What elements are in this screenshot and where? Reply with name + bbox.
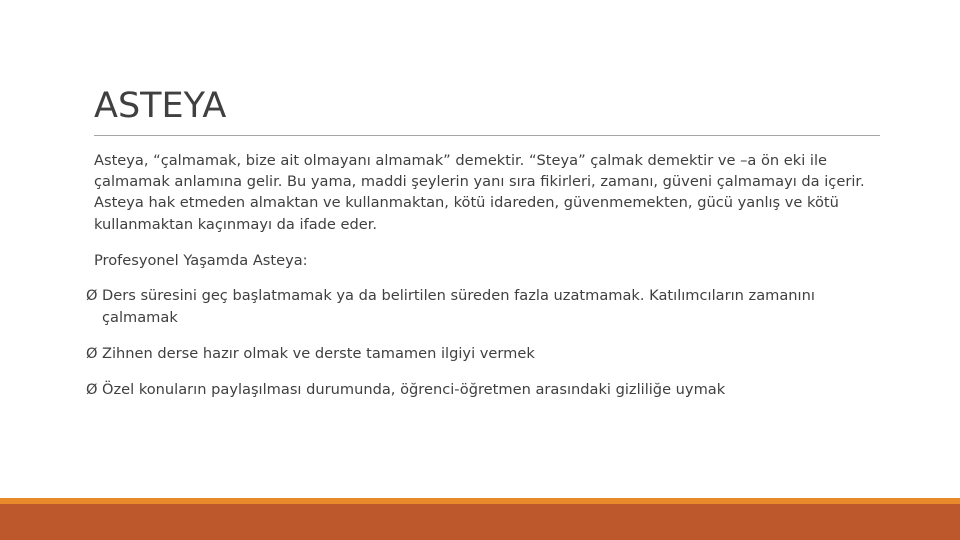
arrow-bullet-icon: Ø bbox=[86, 287, 98, 304]
list-item bbox=[86, 285, 886, 328]
bullet-list bbox=[86, 285, 886, 400]
bullet-text: Ders süresini geç başlatmamak ya da belirtilen süreden fazla uzatmamak. Katılımcıların zamanını çalmamak bbox=[102, 287, 815, 326]
title-divider bbox=[94, 135, 880, 136]
list-item bbox=[86, 343, 886, 365]
slide-title: ASTEYA bbox=[94, 86, 227, 126]
arrow-bullet-icon: Ø bbox=[86, 345, 98, 362]
arrow-bullet-icon: Ø bbox=[86, 380, 98, 398]
slide-body bbox=[94, 150, 884, 235]
intro-paragraph: Asteya, “çalmamak, bize ait olmayanı almamak” demektir. “Steya” çalmak demektir ve –a ön eki ile çalmamak anlamına gelir. Bu yama, maddi şeylerin yanı sıra fikirleri, zamanı, güveni çalmamayı da içerir. Asteya hak etmeden almaktan ve kullanmaktan, kötü idareden, güvenmemekten, gücü yanlış ve kötü kullanmaktan kaçınmayı da ifade eder. bbox=[94, 152, 865, 233]
subheading: Profesyonel Yaşamda Asteya: bbox=[94, 252, 308, 269]
list-item bbox=[86, 379, 886, 401]
bullet-text: Özel konuların paylaşılması durumunda, öğrenci-öğretmen arasındaki gizliliğe uymak bbox=[102, 380, 726, 398]
footer-band bbox=[0, 504, 960, 540]
bullet-text: Zihnen derse hazır olmak ve derste tamamen ilgiyi vermek bbox=[102, 345, 535, 362]
